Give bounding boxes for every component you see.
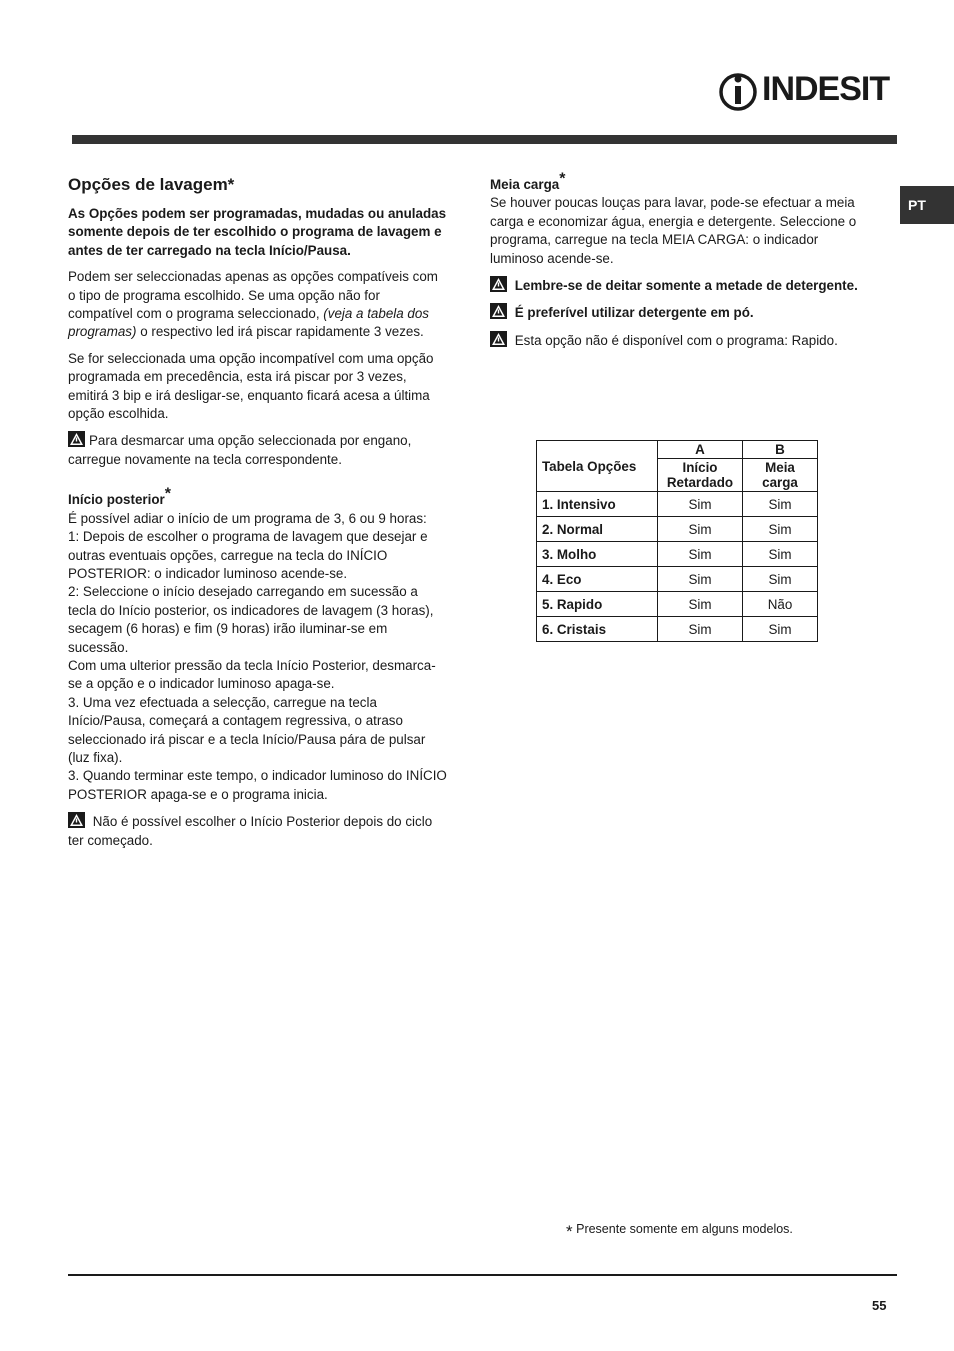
- inicio-line-6: 3. Quando terminar este tempo, o indicador luminoso do INÍCIO POSTERIOR apaga-se e o programa inicia.: [68, 768, 447, 802]
- table-row: [537, 492, 818, 517]
- cell-a: Sim: [658, 492, 743, 517]
- inicio-warning-text: Não é possível escolher o Início Posterior depois do ciclo ter começado.: [68, 814, 433, 848]
- left-column: [68, 175, 448, 858]
- cell-b: Sim: [743, 567, 818, 592]
- cell-a: Sim: [658, 617, 743, 642]
- inicio-posterior-title: Início posterior: [68, 492, 165, 508]
- meia-star: *: [559, 170, 566, 188]
- table-row: [537, 567, 818, 592]
- row-label: 2. Normal: [537, 517, 658, 542]
- compat-text: Podem ser seleccionadas apenas as opções compatíveis com o tipo de programa escolhido. Se uma opção não for compatível com o programa seleccionado,: [68, 269, 438, 322]
- deselect-paragraph: [68, 431, 448, 469]
- row-label: 3. Molho: [537, 542, 658, 567]
- footer-rule: [68, 1274, 897, 1276]
- table-header-label: Tabela Opções: [537, 441, 658, 492]
- intro-paragraph: As Opções podem ser programadas, mudadas ou anuladas somente depois de ter escolhido o programa de lavagem e antes de ter carregado na tecla Início/Pausa.: [68, 206, 447, 258]
- inicio-line-3: 2: Seleccione o início desejado carregando em sucessão a tecla do Início posterior, os indicadores de lavagem (3 horas), secagem (6 horas) e fim (9 horas) irão iluminar-se em sucessão.: [68, 584, 434, 655]
- warning-icon: [68, 812, 85, 828]
- meia-warning-2: [490, 303, 870, 322]
- footnote-star: *: [566, 1222, 573, 1241]
- col-a-name: Início Retardado: [658, 459, 743, 492]
- table-row: [537, 592, 818, 617]
- logo-i-emblem-icon: [718, 68, 758, 112]
- cell-a: Sim: [658, 592, 743, 617]
- row-label: 5. Rapido: [537, 592, 658, 617]
- row-label: 6. Cristais: [537, 617, 658, 642]
- inicio-posterior-heading: [68, 485, 448, 509]
- row-label: 1. Intensivo: [537, 492, 658, 517]
- footnote-text: Presente somente em alguns modelos.: [576, 1222, 793, 1236]
- meia-warning-3: [490, 331, 870, 350]
- inicio-line-1: É possível adiar o início de um programa de 3, 6 ou 9 horas:: [68, 510, 427, 526]
- col-a-letter: A: [658, 441, 743, 459]
- meia-warning-3-text: Esta opção não é disponível com o programa: Rapido.: [514, 332, 838, 348]
- inicio-line-4: Com uma ulterior pressão da tecla Início Posterior, desmarca-se a opção e o indicador luminoso apaga-se.: [68, 657, 436, 692]
- language-tab: PT: [900, 186, 954, 224]
- brand-name: INDESIT: [762, 70, 890, 108]
- deselect-text: Para desmarcar uma opção seleccionada por engano, carregue novamente na tecla correspondente.: [68, 433, 412, 467]
- compat-text-end: o respectivo led irá piscar rapidamente 3 vezes.: [136, 324, 424, 340]
- col-b-name: Meia carga: [743, 459, 818, 492]
- inicio-line-5: 3. Uma vez efectuada a selecção, carregue na tecla Início/Pausa, começará a contagem regressiva, o atraso seleccionado irá piscar e a tecla Início/Pausa pára de pulsar (luz fixa).: [68, 694, 426, 765]
- inicio-line-2: 1: Depois de escolher o programa de lavagem que desejar e outras eventuais opções, carregue na tecla do INÍCIO POSTERIOR: o indicador luminoso acende-se.: [68, 529, 428, 581]
- col-b-letter: B: [743, 441, 818, 459]
- warning-icon: [490, 276, 507, 292]
- cell-b: Sim: [743, 617, 818, 642]
- warning-icon: [490, 303, 507, 319]
- cell-a: Sim: [658, 567, 743, 592]
- meia-warning-1-text: Lembre-se de deitar somente a metade de detergente.: [514, 278, 858, 294]
- row-label: 4. Eco: [537, 567, 658, 592]
- meia-warning-1: [490, 276, 870, 295]
- meia-carga-title: Meia carga: [490, 177, 560, 192]
- warning-icon: [68, 431, 85, 447]
- meia-carga-heading: [490, 170, 870, 194]
- incompat-paragraph: Se for seleccionada uma opção incompatível com uma opção programada em precedência, esta irá piscar por 3 vezes, emitirá 3 bip e irá desligar-se, enquanto ficará acesa a última opção escolhida.: [68, 350, 434, 422]
- table-row: [537, 617, 818, 642]
- table-row: [537, 517, 818, 542]
- meia-carga-text: Se houver poucas louças para lavar, pode-se efectuar a meia carga e economizar água, energia e detergente. Seleccione o programa, carregue na tecla MEIA CARGA: o indicador luminoso acende-se.: [490, 195, 857, 266]
- cell-a: Sim: [658, 517, 743, 542]
- compat-italic-ref: (veja a tabela dos programas): [68, 306, 430, 340]
- cell-b: Não: [743, 592, 818, 617]
- meia-warning-2-text: É preferível utilizar detergente em pó.: [514, 305, 754, 321]
- header-rule: [72, 135, 897, 144]
- footnote: [566, 1222, 793, 1242]
- inicio-star: *: [164, 485, 171, 503]
- page-number: 55: [872, 1298, 887, 1313]
- options-table: [536, 440, 818, 642]
- table-row: [537, 542, 818, 567]
- warning-icon: [490, 331, 507, 347]
- cell-a: Sim: [658, 542, 743, 567]
- right-column: [490, 170, 870, 358]
- cell-b: Sim: [743, 492, 818, 517]
- compat-paragraph: [68, 268, 448, 342]
- cell-b: Sim: [743, 542, 818, 567]
- brand-logo: [718, 68, 890, 112]
- inicio-warning: [68, 812, 448, 850]
- cell-b: Sim: [743, 517, 818, 542]
- section-title: Opções de lavagem*: [68, 175, 235, 194]
